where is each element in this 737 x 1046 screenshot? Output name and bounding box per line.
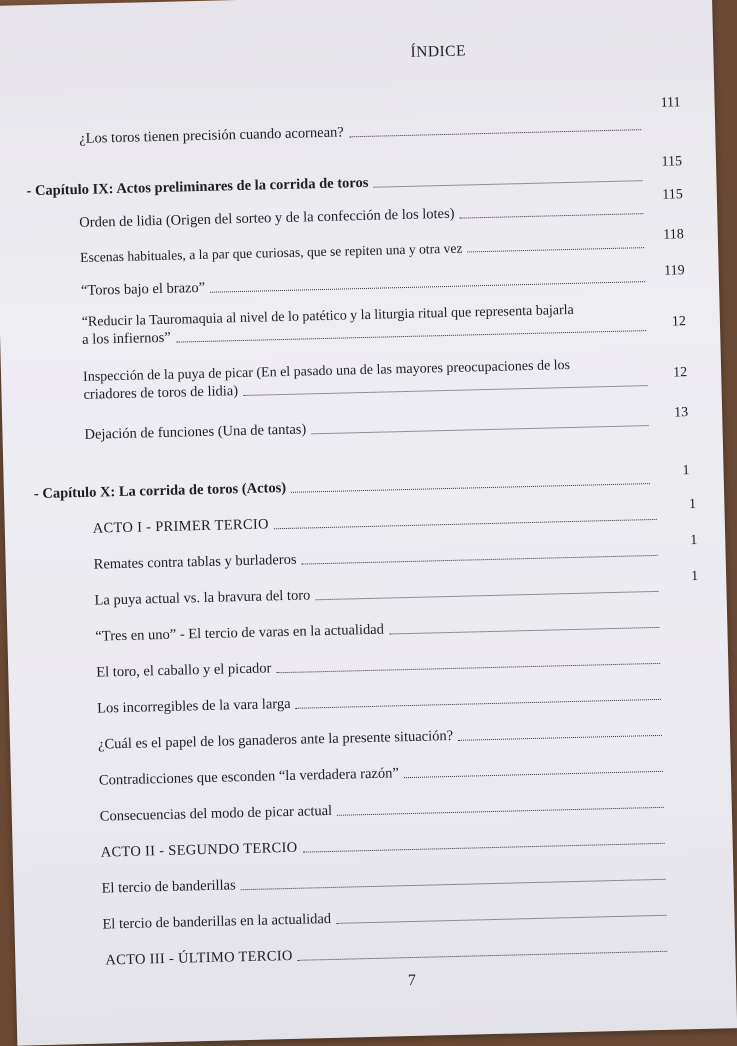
toc-entry-text: “Toros bajo el brazo” [80, 279, 206, 299]
toc-page-number: 118 [663, 227, 684, 243]
toc-entry-text: Los incorregibles de la vara larga [97, 695, 291, 717]
dot-leader [176, 329, 646, 342]
dot-leader [210, 280, 645, 293]
toc-page-number: 111 [660, 95, 681, 111]
toc-entry-text: Contradicciones que esconden “la verdadera razón” [98, 765, 399, 789]
dot-leader [298, 950, 668, 961]
toc-page-number: 1 [690, 568, 699, 585]
toc-entry-text: El tercio de banderillas [101, 877, 236, 897]
toc-entry [81, 295, 687, 349]
toc-page-number: 12 [671, 314, 687, 330]
toc-entry-text: La puya actual vs. la bravura del toro [94, 587, 311, 609]
toc-entry-text: criadores de toros de lidia) [83, 383, 239, 403]
toc-page-number: 1 [682, 463, 690, 479]
toc-entry-text: ¿Los toros tienen precisión cuando acornean? [79, 124, 344, 147]
toc-entry-text: Orden de lidia (Origen del sorteo y de la confección de los lotes) [79, 205, 455, 231]
toc-entry-text: - Capítulo IX: Actos preliminares de la corrida de toros [26, 174, 369, 200]
toc-entry-text: El toro, el caballo y el picador [96, 660, 272, 681]
toc-entry-text-line1: Inspección de la puya de picar (En el pasado una de las mayores preocupaciones de los [82, 357, 571, 385]
toc-entry-text: Escenas habituales, a la par que curiosas, que se repiten una y otra vez [79, 240, 463, 265]
toc-entry-text-line1: “Reducir la Tauromaquia al nivel de lo patético y la liturgia ritual que representa bajarla [81, 302, 574, 330]
toc-page-number: 119 [664, 263, 685, 279]
toc-entry-text: Remates contra tablas y burladeros [93, 551, 297, 573]
toc-entry-text: a los infiernos” [81, 329, 171, 348]
toc-entry-text: El tercio de banderillas en la actualidad [102, 910, 332, 933]
toc-page-number: 1 [690, 532, 698, 549]
toc-entry-text: Consecuencias del modo de picar actual [99, 802, 333, 825]
toc-entry-text: “Tres en uno” - El tercio de varas en la actualidad [95, 621, 385, 645]
dot-leader [311, 424, 648, 434]
toc-page-number: 115 [662, 187, 683, 203]
toc-entry [79, 94, 681, 148]
toc-entry-text: - Capítulo X: La corrida de toros (Actos) [33, 479, 287, 503]
toc-page-number: 1 [688, 496, 697, 513]
page-number: 7 [407, 971, 417, 990]
page-title: ÍNDICE [410, 42, 467, 61]
toc-page-number: 115 [661, 154, 683, 170]
toc-entry-text: ACTO I - PRIMER TERCIO [92, 516, 270, 537]
toc-entry-text: ACTO II - SEGUNDO TERCIO [100, 839, 298, 861]
toc-page-number: 13 [673, 405, 689, 421]
toc-page-number: 12 [672, 365, 688, 381]
toc-entry-text: ¿Cuál es el papel de los ganaderos ante la presente situación? [97, 727, 454, 753]
toc-entry-text: ACTO III - ÚLTIMO TERCIO [105, 947, 293, 969]
toc-entry-text: Dejación de funciones (Una de tantas) [84, 421, 307, 443]
dot-leader [349, 128, 641, 137]
